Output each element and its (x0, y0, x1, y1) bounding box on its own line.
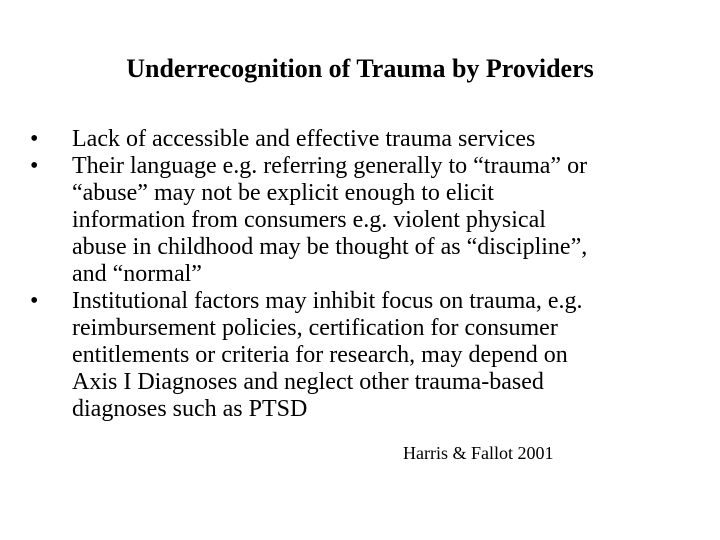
bullet-text-line: Institutional factors may inhibit focus on trauma, e.g. (72, 288, 583, 314)
bullet-text-line: reimbursement policies, certification for consumer (72, 315, 558, 341)
bullet-item (30, 126, 700, 153)
slide-title: Underrecognition of Trauma by Providers (126, 54, 594, 83)
bullet-text-line: information from consumers e.g. violent physical (72, 207, 546, 233)
bullet-icon: • (30, 153, 39, 179)
bullet-text-line: “abuse” may not be explicit enough to elicit (72, 180, 494, 206)
bullet-text-line: diagnoses such as PTSD (72, 396, 308, 422)
bullet-icon: • (30, 288, 39, 314)
bullet-text-line: Axis I Diagnoses and neglect other trauma-based (72, 369, 544, 395)
bullet-item (30, 153, 700, 288)
bullet-item (30, 288, 700, 423)
bullet-text-line: Lack of accessible and effective trauma services (72, 126, 536, 152)
citation: Harris & Fallot 2001 (403, 443, 554, 463)
bullet-list (30, 126, 700, 423)
bullet-icon: • (30, 126, 39, 152)
bullet-text-line: Their language e.g. referring generally to “trauma” or (72, 153, 588, 179)
bullet-text-line: and “normal” (72, 261, 202, 287)
bullet-text-line: entitlements or criteria for research, may depend on (72, 342, 568, 368)
bullet-text-line: abuse in childhood may be thought of as “discipline”, (72, 234, 588, 260)
